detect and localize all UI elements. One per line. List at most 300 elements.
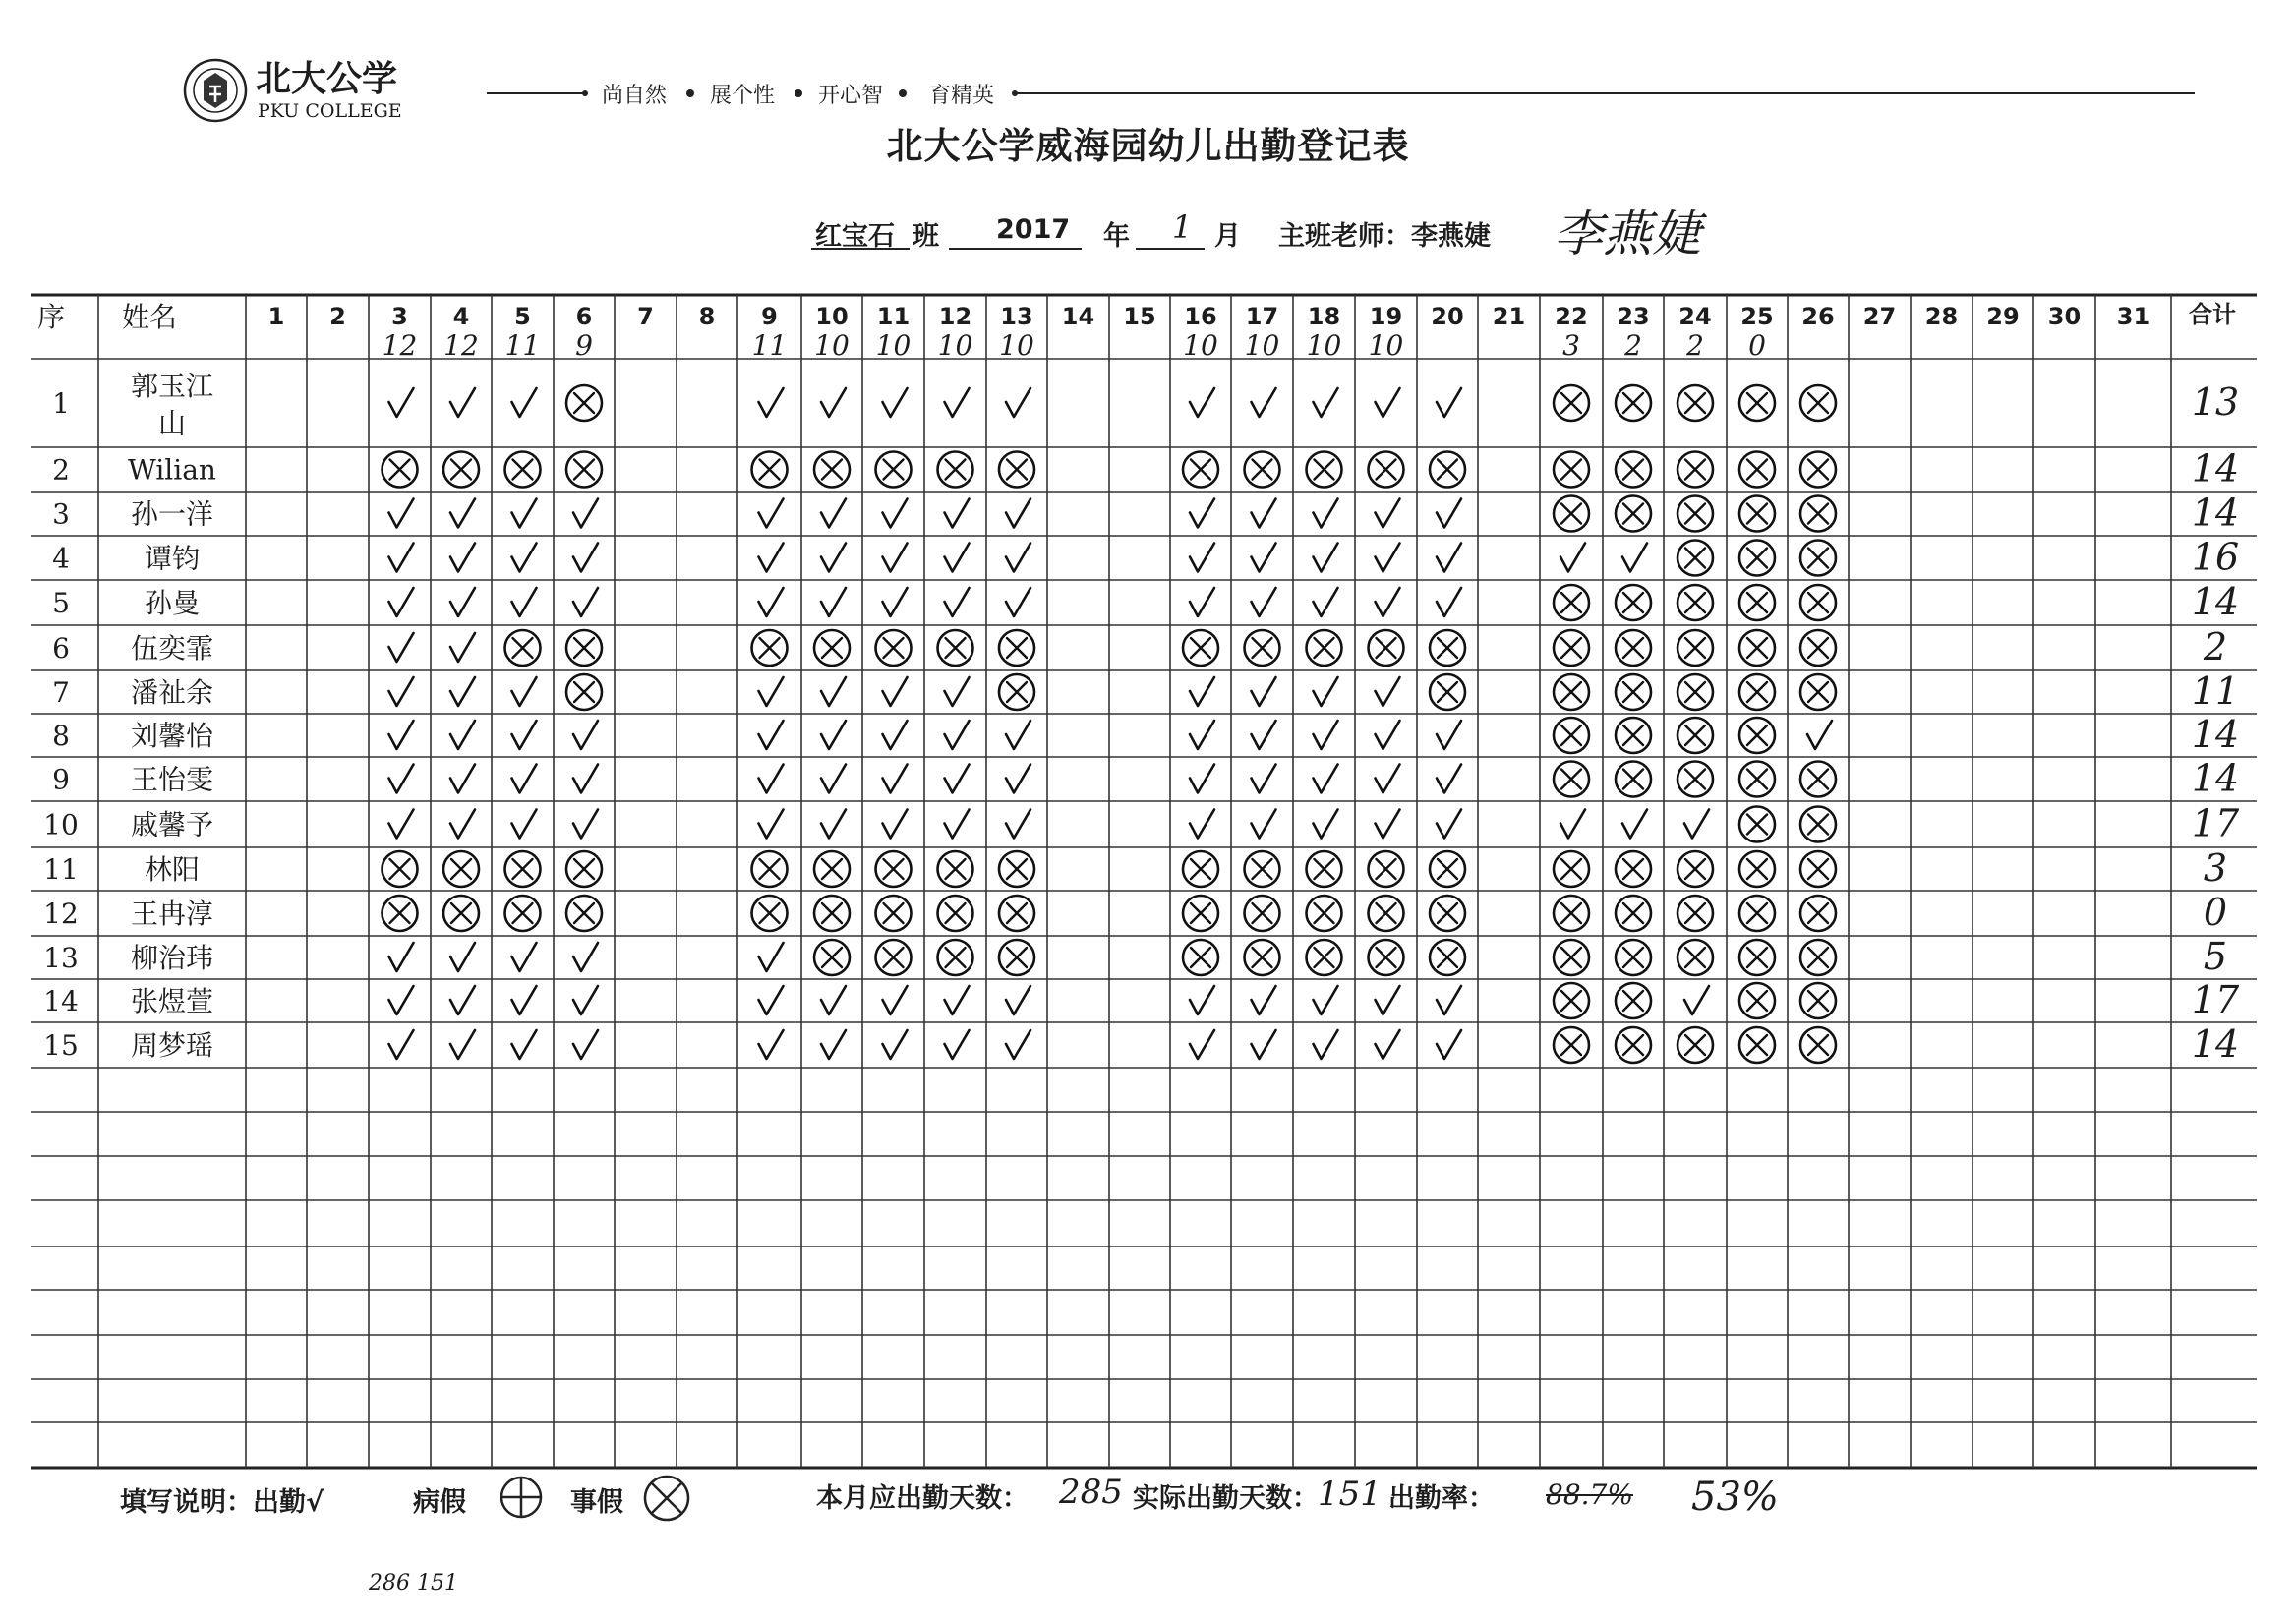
check-mark [573,1030,598,1059]
circled-x-mark [383,896,418,931]
check-mark [1684,986,1709,1014]
circled-x-mark [1554,385,1589,421]
header-day: 17 [1245,303,1279,330]
header-day: 27 [1862,303,1897,330]
check-mark [450,544,475,572]
check-mark [883,544,908,572]
month-suffix: 月 [1214,221,1241,252]
row-name: 刘馨怡 [130,720,214,752]
row-name: 孙曼 [144,587,201,619]
check-mark [1437,810,1461,839]
header-day-count: 10 [999,329,1034,362]
circled-x-mark [1554,630,1589,666]
check-mark [389,588,414,616]
check-mark [759,721,784,749]
check-mark [450,765,475,793]
row-total: 17 [2191,978,2240,1021]
check-mark [1006,544,1030,572]
circled-x-mark [876,630,912,666]
circled-x-mark [1739,585,1775,620]
check-mark [1006,721,1030,749]
header-day: 12 [938,303,972,330]
page-title: 北大公学威海园幼儿出勤登记表 [886,125,1410,167]
check-mark [759,810,784,839]
circled-x-mark [1800,983,1836,1018]
circled-x-mark [1800,452,1836,488]
header-day: 14 [1061,303,1095,330]
circled-x-mark [1554,1027,1589,1063]
circled-x-mark [1430,896,1465,931]
check-mark [1314,388,1338,417]
header-day-count: 10 [1244,329,1280,362]
circled-x-mark [1616,585,1651,620]
circled-x-mark [752,851,788,887]
header-day: 15 [1123,303,1156,330]
circled-x-mark [1369,452,1404,488]
circled-x-mark [1739,896,1775,931]
check-mark [512,588,537,616]
row-seq: 2 [52,453,70,487]
header-day: 5 [514,303,531,330]
check-mark [945,810,970,839]
row-name: 伍奕霏 [130,632,214,665]
check-mark [389,810,414,839]
row-total: 14 [2191,446,2240,491]
check-mark [389,721,414,749]
row-seq: 1 [52,387,70,420]
check-mark [1376,544,1400,572]
check-mark [821,986,846,1014]
check-mark [512,943,537,971]
check-mark [1252,588,1276,616]
check-mark [759,499,784,528]
check-mark [450,499,475,528]
check-mark [512,499,537,528]
header-day-count: 12 [382,329,418,362]
header-day: 6 [575,303,593,330]
circled-x-mark [1739,496,1775,532]
check-mark [759,677,784,706]
check-mark [512,677,537,706]
check-mark [883,677,908,706]
check-mark [450,810,475,839]
check-mark [821,588,846,616]
check-mark [759,544,784,572]
check-mark [573,721,598,749]
circled-x-mark [938,452,973,488]
check-mark [450,588,475,616]
check-mark [883,721,908,749]
header-name: 姓名 [121,301,178,333]
check-mark [945,765,970,793]
class-suffix: 班 [913,221,939,252]
check-mark [1252,1030,1276,1059]
check-mark [389,1030,414,1059]
check-mark [1006,765,1030,793]
check-mark [1006,810,1030,839]
check-mark [821,388,846,417]
circled-x-mark [1800,674,1836,710]
circled-x-mark [1307,940,1342,975]
row-name: 柳治玮 [130,942,214,974]
check-mark [1252,810,1276,839]
check-mark [821,1030,846,1059]
check-mark [1560,810,1585,839]
check-mark [450,633,475,662]
check-mark [1314,677,1338,706]
circled-x-mark [1554,940,1589,975]
row-seq: 3 [52,497,70,531]
circled-x-mark [1369,896,1404,931]
check-mark [1252,765,1276,793]
header-day-count: 11 [751,329,788,362]
check-mark [1622,810,1647,839]
header-day: 3 [391,303,408,330]
check-mark [883,765,908,793]
check-mark [1376,1030,1400,1059]
check-mark [1314,499,1338,528]
header-day: 31 [2116,303,2150,330]
check-mark [1437,986,1461,1014]
row-seq: 6 [52,632,70,665]
circled-x-mark [876,896,912,931]
circled-x-mark [752,452,788,488]
circled-x-mark [1554,983,1589,1018]
row-total: 14 [2191,713,2240,756]
row-name: 谭钧 [144,542,201,575]
check-mark [1376,588,1400,616]
row-total: 5 [2203,935,2228,978]
check-mark [512,388,537,417]
row-name: 戚馨予 [130,808,214,841]
check-mark [883,1030,908,1059]
header-day: 4 [452,303,470,330]
check-mark [1684,810,1709,839]
rate-crossed-value: 88.7% [1546,1478,1633,1511]
row-seq: 4 [52,542,70,575]
check-mark [450,943,475,971]
check-mark [1437,721,1461,749]
circled-x-mark [938,630,973,666]
circled-x-mark [1678,496,1713,532]
circled-x-mark [1678,585,1713,620]
circled-x-mark [1800,385,1836,421]
circled-x-mark [1800,940,1836,975]
circled-x-mark [1369,630,1404,666]
circled-x-mark [876,940,912,975]
check-mark [821,810,846,839]
circled-x-mark [1554,762,1589,797]
check-mark [450,986,475,1014]
circled-x-mark [1245,452,1280,488]
circled-x-mark [1739,674,1775,710]
check-mark [450,677,475,706]
row-total: 3 [2203,846,2228,890]
check-mark [512,721,537,749]
header-day-count: 10 [1306,329,1342,362]
header-day-count: 10 [875,329,912,362]
header-day: 18 [1307,303,1341,330]
circled-x-mark [566,385,602,421]
row-total: 14 [2191,491,2240,535]
row-total: 14 [2191,756,2240,800]
expected-days-value: 285 [1059,1473,1123,1512]
legend [120,1473,1988,1532]
row-total: 11 [2191,669,2240,713]
check-mark [512,1030,537,1059]
motto-4: 育精英 [929,84,995,108]
header-day: 26 [1801,303,1835,330]
circled-x-mark [1616,1027,1651,1063]
row-seq: 12 [43,898,79,930]
circled-x-mark [938,851,973,887]
row-name: Wilian [128,453,216,487]
circled-x-mark [1678,385,1713,421]
row-seq: 9 [52,763,70,796]
row-seq: 8 [52,720,70,752]
check-mark [1376,499,1400,528]
circled-x-mark [1739,718,1775,753]
check-mark [1376,986,1400,1014]
header-day: 22 [1555,303,1588,330]
circled-x-mark [1800,851,1836,887]
check-mark [573,544,598,572]
circled-x-mark [814,896,850,931]
motto-1: 尚自然 [602,84,668,108]
header-day: 30 [2047,303,2082,330]
motto-3: 开心智 [818,84,884,108]
header-day-count: 0 [1748,329,1766,362]
check-mark [573,765,598,793]
circled-x-mark [999,851,1034,887]
check-mark [1190,544,1214,572]
check-mark [1252,499,1276,528]
circled-x-mark [566,851,602,887]
teacher-label: 主班老师：李燕婕 [1278,221,1491,252]
row-seq: 13 [43,942,79,974]
header-day-count: 10 [1368,329,1404,362]
check-mark [1314,588,1338,616]
check-mark [759,986,784,1014]
row-total: 13 [2191,380,2240,424]
circled-x-mark [1616,896,1651,931]
check-mark [883,388,908,417]
circled-x-mark [999,940,1034,975]
check-mark [389,765,414,793]
circled-x-mark [814,630,850,666]
check-mark [821,544,846,572]
circled-x-mark [1739,630,1775,666]
check-mark [1314,544,1338,572]
check-mark [512,765,537,793]
row-name: 周梦瑶 [130,1029,214,1062]
check-mark [1006,388,1030,417]
check-mark [1190,588,1214,616]
check-mark [389,499,414,528]
check-mark [1437,499,1461,528]
circled-x-mark [1678,630,1713,666]
circled-x-mark [1678,851,1713,887]
circled-x-mark [1183,851,1218,887]
circled-x-mark [1616,496,1651,532]
row-total: 16 [2191,535,2240,579]
check-mark [450,1030,475,1059]
circled-x-mark [505,896,541,931]
check-mark [573,943,598,971]
header-day: 16 [1184,303,1217,330]
year: 2017 [996,214,1071,245]
circled-x-mark [383,452,418,488]
circled-x-mark [566,674,602,710]
check-mark [1190,721,1214,749]
circled-x-mark [1554,452,1589,488]
circled-x-mark [1245,630,1280,666]
check-mark [759,388,784,417]
legend-personal-label: 事假 [570,1487,623,1518]
check-mark [389,943,414,971]
check-mark [821,721,846,749]
check-mark [1437,588,1461,616]
circled-x-mark [1307,896,1342,931]
circled-x-mark [938,940,973,975]
legend-label: 填写说明：出勤√ [120,1487,324,1518]
header-day: 28 [1924,303,1959,330]
circled-x-mark [814,851,850,887]
circled-x-mark [1183,452,1218,488]
rate-label: 出勤率： [1388,1483,1495,1514]
circled-x-mark [566,896,602,931]
circled-x-mark [814,940,850,975]
circled-x-mark [752,896,788,931]
circled-x-mark [1800,630,1836,666]
check-mark [573,810,598,839]
row-name: 山 [157,407,187,439]
check-mark [1190,986,1214,1014]
sick-leave-icon [497,1473,546,1522]
circled-x-mark [1678,762,1713,797]
circled-x-mark [1739,762,1775,797]
header-day: 1 [267,303,285,330]
check-mark [512,810,537,839]
check-mark [389,388,414,417]
check-mark [1437,1030,1461,1059]
circled-x-mark [1739,385,1775,421]
row-name: 孙一洋 [130,497,214,531]
circled-x-mark [1245,896,1280,931]
check-mark [512,986,537,1014]
row-seq: 7 [52,676,70,709]
header-total: 合计 [2189,301,2236,328]
check-mark [1006,986,1030,1014]
check-mark [1376,810,1400,839]
check-mark [1006,499,1030,528]
check-mark [1252,677,1276,706]
check-mark [1314,721,1338,749]
check-mark [821,499,846,528]
check-mark [883,499,908,528]
circled-x-mark [1183,940,1218,975]
check-mark [1376,677,1400,706]
circled-x-mark [876,452,912,488]
circled-x-mark [876,851,912,887]
check-mark [945,588,970,616]
check-mark [1006,1030,1030,1059]
header-day-count: 10 [1183,329,1218,362]
circled-x-mark [1800,541,1836,576]
header-day: 11 [876,303,911,330]
check-mark [1560,544,1585,572]
header-day-count: 11 [504,329,541,362]
circled-x-mark [1739,851,1775,887]
circled-x-mark [1800,762,1836,797]
circled-x-mark [1554,851,1589,887]
check-mark [1190,499,1214,528]
circled-x-mark [1678,674,1713,710]
circled-x-mark [1430,940,1465,975]
actual-days-value: 151 [1318,1475,1382,1514]
header-day: 24 [1678,303,1712,330]
header-seq: 序 [36,301,66,333]
row-total: 0 [2203,891,2228,934]
check-mark [1190,677,1214,706]
year-suffix: 年 [1103,221,1130,252]
motto-2: 展个性 [710,84,776,108]
circled-x-mark [1554,496,1589,532]
row-total: 17 [2191,801,2240,845]
circled-x-mark [814,452,850,488]
check-mark [389,544,414,572]
circled-x-mark [1739,1027,1775,1063]
header-day-count: 10 [814,329,850,362]
circled-x-mark [999,896,1034,931]
row-name: 郭玉江 [130,370,214,402]
check-mark [1437,388,1461,417]
check-mark [945,544,970,572]
circled-x-mark [1430,452,1465,488]
circled-x-mark [566,452,602,488]
circled-x-mark [1800,496,1836,532]
check-mark [945,499,970,528]
circled-x-mark [1430,851,1465,887]
header-day: 29 [1986,303,2020,330]
circled-x-mark [1616,983,1651,1018]
circled-x-mark [1616,452,1651,488]
check-mark [1252,986,1276,1014]
circled-x-mark [505,630,541,666]
check-mark [450,721,475,749]
check-mark [573,986,598,1014]
header-day: 9 [761,303,778,330]
circled-x-mark [1183,896,1218,931]
row-name: 王冉淳 [130,898,214,930]
circled-x-mark [566,630,602,666]
header-day-count: 2 [1624,329,1642,362]
circled-x-mark [1739,541,1775,576]
circled-x-mark [1800,585,1836,620]
circled-x-mark [1554,585,1589,620]
check-mark [450,388,475,417]
header-day: 2 [329,303,346,330]
row-total: 14 [2191,1022,2240,1066]
circled-x-mark [1616,630,1651,666]
circled-x-mark [1678,896,1713,931]
check-mark [573,499,598,528]
legend-sick-label: 病假 [413,1487,466,1518]
circled-x-mark [1616,385,1651,421]
check-mark [759,765,784,793]
check-mark [1190,1030,1214,1059]
circled-x-mark [1616,940,1651,975]
